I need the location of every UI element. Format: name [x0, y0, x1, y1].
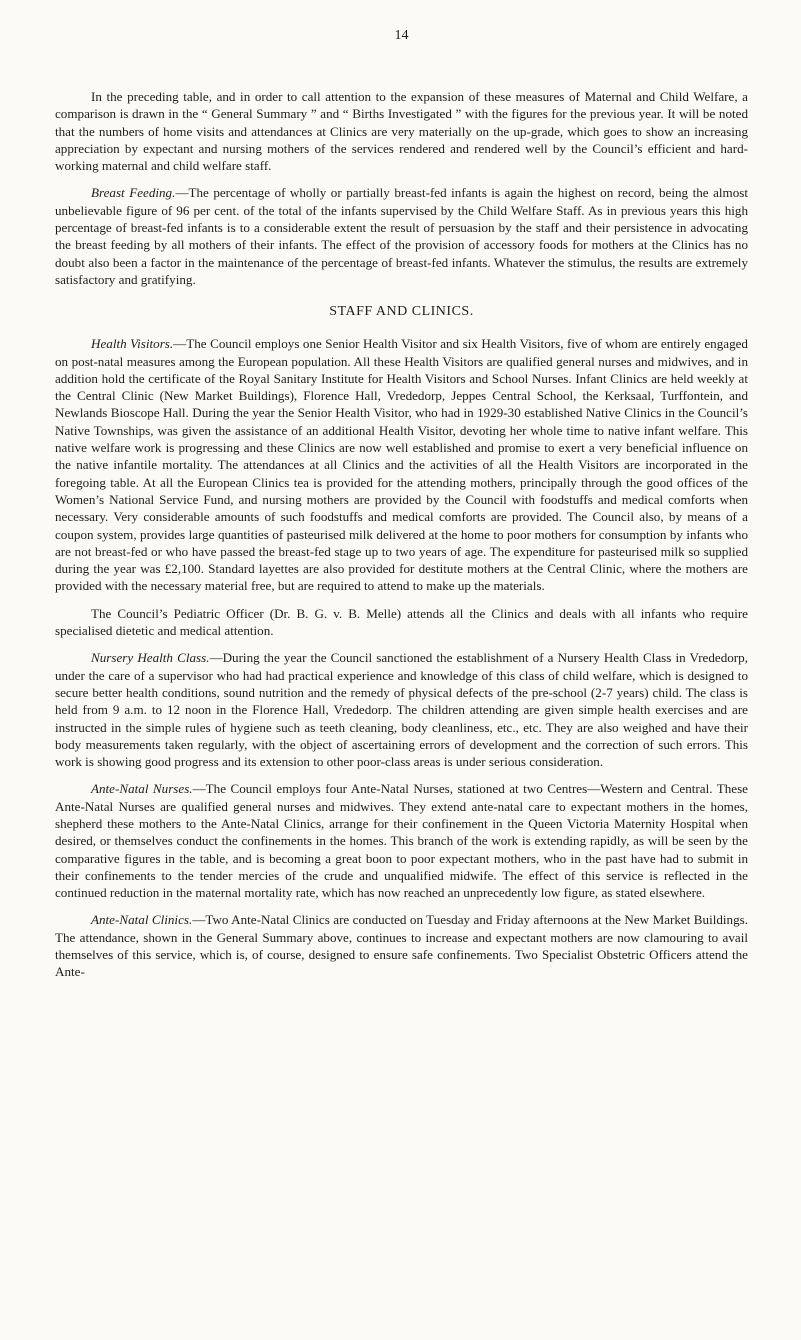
- section-title: STAFF AND CLINICS.: [329, 304, 474, 320]
- nursery-health-class-heading: Nursery Health Class.: [91, 650, 210, 666]
- ante-natal-nurses-text: —The Council employs four Ante-Natal Nurses, stationed at two Centres—Western and Central. These Ante-Natal Nurses are qualified general nurses and midwives. They extend ante-natal care to expectant mothers in the homes, shepherd these mothers to the Ante-Natal Clinics, arrange for their confinement in the Queen Victoria Maternity Hospital when desired, or themselves conduct the confinements in the homes. This branch of the work is extending rapidly, as will be seen by the comparative figures in the table, and is becoming a great boon to poor expectant mothers, who in the past have had to submit in their confinements to the tender mercies of the crude and unqualified midwife. The effect of this service is reflected in the continued reduction in the maternal mortality rate, which has now reached an unprecedently low figure, as stated elsewhere.: [55, 781, 748, 901]
- ante-natal-clinics-text: —Two Ante-Natal Clinics are conducted on Tuesday and Friday afternoons at the New Market Buildings. The attendance, shown in the General Summary above, continues to increase and expectant mothers are now clamouring to avail themselves of this service, which is, of course, designed to ensure safe confinements. Two Specialist Obstetric Officers attend the Ante-: [55, 912, 749, 980]
- document-page: [55, 28, 748, 991]
- health-visitors-heading: Health Visitors.: [91, 336, 174, 352]
- breast-feeding-heading: Breast Feeding.: [91, 185, 176, 201]
- health-visitors-paragraph: [55, 335, 748, 594]
- health-visitors-text: —The Council employs one Senior Health Visitor and six Health Visitors, five of whom are entirely engaged on post-natal measures among the European population. All these Health Visitors are qualified general nurses and midwives, and in addition hold the certificate of the Royal Sanitary Institute for Health Visitors and School Nurses. Infant Clinics are held weekly at the Central Clinic (New Market Buildings), Florence Hall, Vrededorp, Jeppes Central School, the Kerksaal, Turffontein, and Newlands Bioscope Hall. During the year the Senior Health Visitor, who had in 1929-30 established Native Clinics in the Council’s Native Townships, was given the assistance of an additional Health Visitor, devoting her whole time to native infant welfare. This native welfare work is progressing and these Clinics are now well established and promise to exert a very beneficial influence on the native infantile mortality. The attendances at all Clinics and the activities of all the Health Visitors are incorporated in the foregoing table. At all the European Clinics tea is provided for the attending mothers, principally through the good offices of the Women’s National Service Fund, and nursing mothers are provided by the Council with foodstuffs and medical comforts when necessary. Very considerable amounts of such foodstuffs and medical comforts are provided. The Council also, by means of a coupon system, provides large quantities of pasteurised milk delivered at the home to poor mothers for consumption by infants who are not breast-fed or who have passed the breast-fed stage up to two years of age. The expenditure for pasteurised milk so supplied during the year was £2,100. Standard layettes are also provided for destitute mothers at the Central Clinic, where the mothers are provided with the necessary material free, but are required to attend to make up the materials.: [55, 336, 748, 594]
- breast-feeding-paragraph: [55, 184, 748, 288]
- nursery-health-class-paragraph: [55, 649, 748, 770]
- pediatric-officer-paragraph: The Council’s Pediatric Officer (Dr. B. G. v. B. Melle) attends all the Clinics and deals with all infants who require specialised dietetic and medical attention.: [55, 605, 748, 639]
- intro-paragraph: In the preceding table, and in order to call attention to the expansion of these measures of Maternal and Child Welfare, a comparison is drawn in the “ General Summary ” and “ Births Investigated ” with the figures for the previous year. It will be noted that the numbers of home visits and attendances at Clinics are very materially on the up-grade, which goes to show an increasing appreciation by expectant and nursing mothers of the services rendered and rendered well by the Council’s efficient and hard-working maternal and child welfare staff.: [55, 89, 748, 174]
- ante-natal-clinics-paragraph: [55, 911, 748, 980]
- ante-natal-clinics-heading: Ante-Natal Clinics.: [91, 912, 193, 928]
- ante-natal-nurses-heading: Ante-Natal Nurses.: [91, 781, 193, 797]
- nursery-health-class-text: —During the year the Council sanctioned the establishment of a Nursery Health Class in Vrededorp, under the care of a supervisor who had had practical experience and knowledge of this class of child welfare, which is designed to secure better health conditions, sound nutrition and the remedy of physical defects of the pre-school (2-7 years) child. The class is held from 9 a.m. to 12 noon in the Florence Hall, Vrededorp. The children attending are given simple health exercises and are instructed in the simple rules of hygiene such as teeth cleaning, body cleanliness, etc., etc. They are also weighed and have their body measurements taken regularly, with the object of ascertaining errors of development and the correction of such errors. This work is showing good progress and its extension to other poor-class areas is under serious consideration.: [55, 650, 748, 770]
- page-number: 14: [394, 28, 409, 43]
- ante-natal-nurses-paragraph: [55, 780, 748, 901]
- breast-feeding-text: —The percentage of wholly or partially breast-fed infants is again the highest on record, being the almost unbelievable figure of 96 per cent. of the total of the infants supervised by the Child Welfare Staff. As in previous years this high percentage of breast-fed infants is to a considerable extent the result of persuasion by the staff and their persistence in advocating the breast feeding by all mothers of their infants. The effect of the provision of accessory foods for mothers at the Clinics has no doubt also been a factor in the maintenance of the percentage of breast-fed infants. Whatever the stimulus, the results are extremely satisfactory and gratifying.: [55, 185, 748, 287]
